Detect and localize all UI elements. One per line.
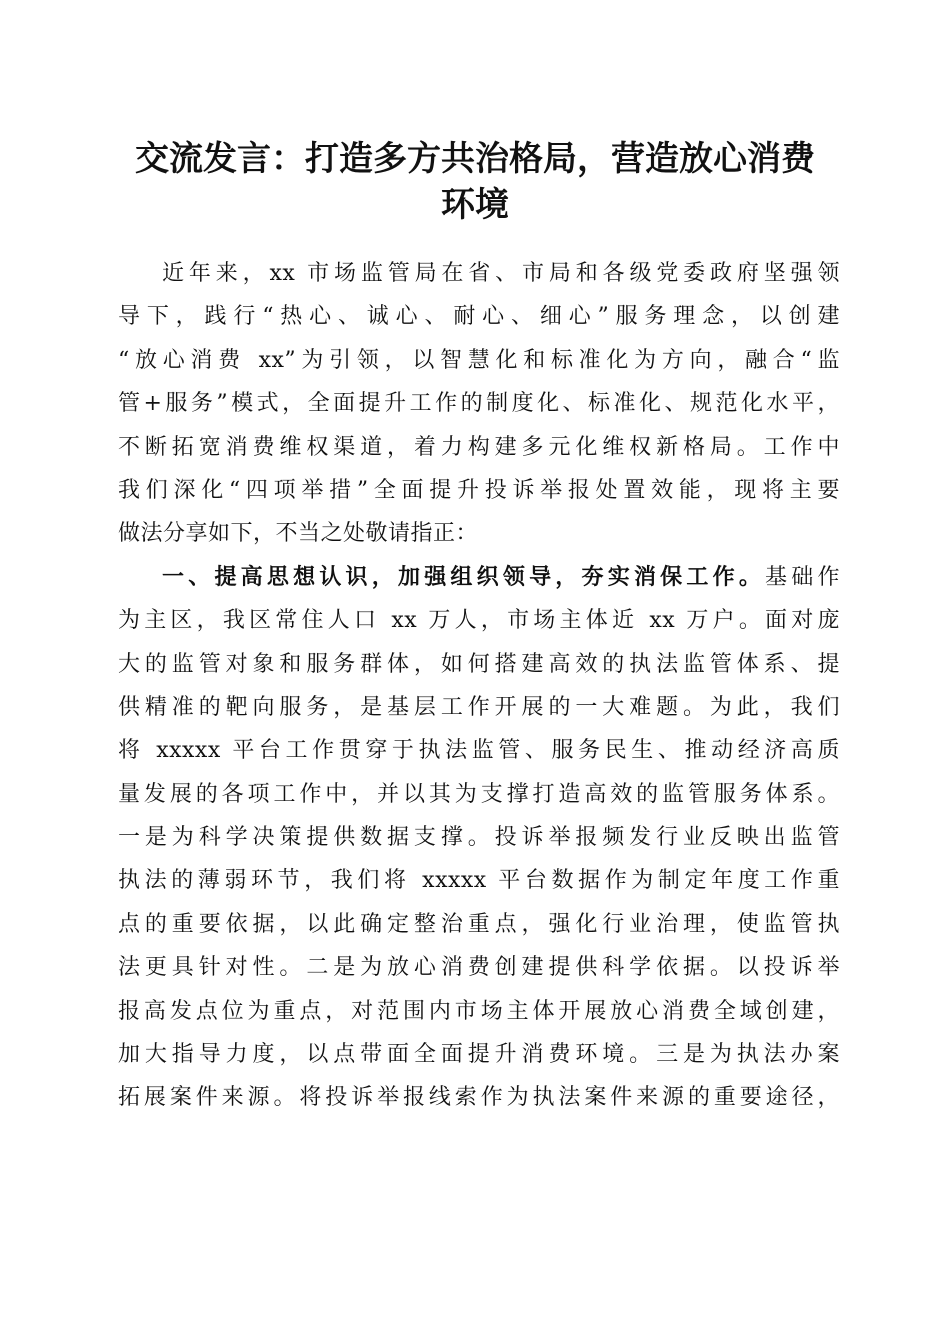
document-body [118, 252, 840, 1120]
title-line-1: 交流发言：打造多方共治格局，营造放心消费 [135, 139, 815, 179]
paragraph-line: 点的重要依据，以此确定整治重点，强化行业治理，使监管执 [118, 911, 840, 937]
paragraph-line: 一是为科学决策提供数据支撑。投诉举报频发行业反映出监管 [118, 825, 840, 851]
document-title [110, 136, 840, 228]
paragraph-line: 近年来，xx 市场监管局在省、市局和各级党委政府坚强领 [162, 261, 840, 286]
paragraph-line: 导下，践行“热心、诚心、耐心、细心”服务理念，以创建 [118, 304, 840, 330]
title-line-2: 环境 [441, 185, 509, 225]
paragraph-line: 执法的薄弱环节，我们将 xxxxx 平台数据作为制定年度工作重 [118, 868, 840, 894]
paragraph-line: 大的监管对象和服务群体，如何搭建高效的执法监管体系、提 [118, 651, 840, 677]
paragraph-line: 不断拓宽消费维权渠道，着力构建多元化维权新格局。工作中 [118, 434, 840, 460]
paragraph-line: 供精准的靶向服务，是基层工作开展的一大难题。为此，我们 [118, 694, 840, 720]
paragraph-line: 量发展的各项工作中，并以其为支撑打造高效的监管服务体系。 [118, 781, 840, 807]
section-text: 基础作 [765, 564, 840, 590]
paragraph-line: 做法分享如下，不当之处敬请指正： [118, 521, 479, 547]
paragraph-line: 拓展案件来源。将投诉举报线索作为执法案件来源的重要途径， [118, 1085, 840, 1111]
paragraph-line: 法更具针对性。二是为放心消费创建提供科学依据。以投诉举 [118, 955, 840, 981]
section-heading: 一、提高思想认识，加强组织领导，夯实消保工作。 [162, 564, 766, 590]
paragraph-line: 将 xxxxx 平台工作贯穿于执法监管、服务民生、推动经济高质 [118, 738, 840, 764]
paragraph-line: 我们深化“四项举措”全面提升投诉举报处置效能，现将主要 [118, 477, 840, 503]
paragraph-line: 管+服务”模式，全面提升工作的制度化、标准化、规范化水平， [118, 391, 840, 417]
paragraph-line: 加大指导力度，以点带面全面提升消费环境。三是为执法办案 [118, 1042, 840, 1068]
paragraph-line: 报高发点位为重点，对范围内市场主体开展放心消费全域创建， [118, 998, 840, 1024]
paragraph-line: 为主区，我区常住人口 xx 万人，市场主体近 xx 万户。面对庞 [118, 608, 840, 634]
section-heading-line [118, 556, 840, 599]
paragraph-line: “放心消费 xx”为引领，以智慧化和标准化为方向，融合“监 [118, 347, 840, 373]
